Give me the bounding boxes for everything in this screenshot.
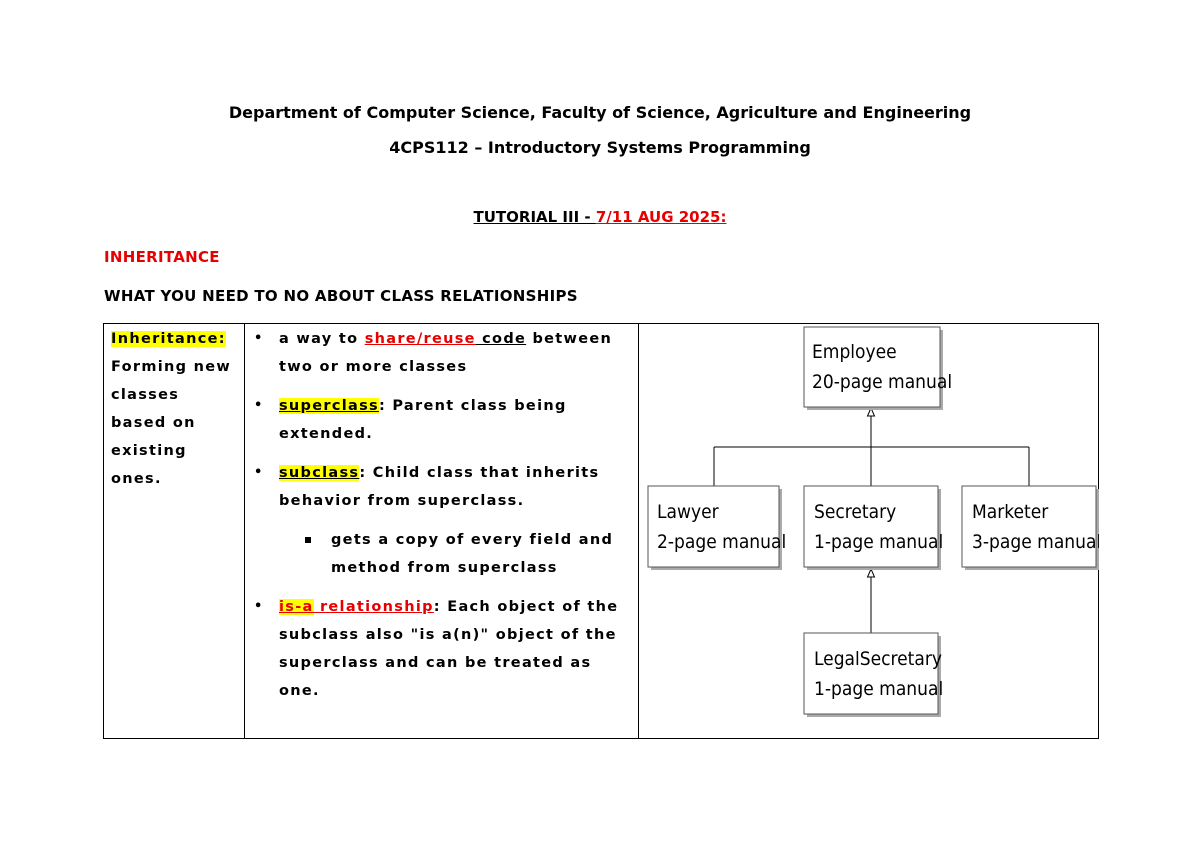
subpoint-text: gets a copy of every field and method from superclass [331,532,614,576]
point-text: : Each object of the subclass also "is a(n)" object of the superclass and can be treated as one. [279,599,619,699]
diagram-cell [639,324,1098,738]
point-text: a way to [279,331,365,347]
definition-text: Forming new classes based on existing ones. [111,359,232,487]
lawyer-name: Lawyer [657,501,719,523]
marketer-class-box [962,486,1099,570]
lawyer-manual: 2-page manual [657,531,787,553]
course-title: 4CPS112 – Introductory Systems Programming [389,138,811,157]
share-reuse-term: share/reuse [364,331,476,347]
point-is-a [254,593,634,705]
legal-secretary-manual: 1-page manual [814,678,944,700]
is-a-term: is-a [279,599,314,615]
employee-name: Employee [812,341,897,363]
point-text: : Child class that inherits behavior from superclass. [279,465,600,509]
secretary-class-box [804,486,943,570]
inheritance-arrow-icon [868,569,875,577]
point-text: between two or more classes [279,331,613,375]
code-term: code [475,331,527,347]
tutorial-title [0,208,1200,226]
marketer-manual: 3-page manual [972,531,1099,553]
department-title: Department of Computer Science, Faculty of Science, Agriculture and Engineering [228,103,972,122]
legal-secretary-name: LegalSecretary [814,648,942,670]
subpoint-copy [279,526,634,582]
point-text: : Parent class being extended. [279,398,567,442]
lawyer-class-box [648,486,786,570]
tutorial-label: TUTORIAL III - [473,208,596,226]
points-list [254,325,634,716]
relationship-term: relationship [313,599,434,615]
employee-manual: 20-page manual [812,371,953,393]
definition-term: Inheritance: [111,331,226,347]
employee-class-box [804,327,952,410]
secretary-manual: 1-page manual [814,531,944,553]
subheading: WHAT YOU NEED TO NO ABOUT CLASS RELATIONSHIPS [104,287,578,305]
marketer-name: Marketer [972,501,1049,523]
legal-secretary-class-box [804,633,943,717]
square-bullet-icon [305,537,311,543]
secretary-name: Secretary [814,501,897,523]
tutorial-date: 7/11 AUG 2025: [595,208,727,226]
inheritance-table [103,323,1099,739]
class-hierarchy-diagram [639,324,1099,738]
subclass-term: subclass [279,465,360,481]
points-cell [245,324,639,738]
point-subclass [254,459,634,582]
point-share-reuse [254,325,634,381]
definition-cell [104,324,245,738]
point-superclass [254,392,634,448]
superclass-term: superclass [279,398,379,414]
section-heading: INHERITANCE [104,248,220,266]
subclass-subpoints [279,526,634,582]
